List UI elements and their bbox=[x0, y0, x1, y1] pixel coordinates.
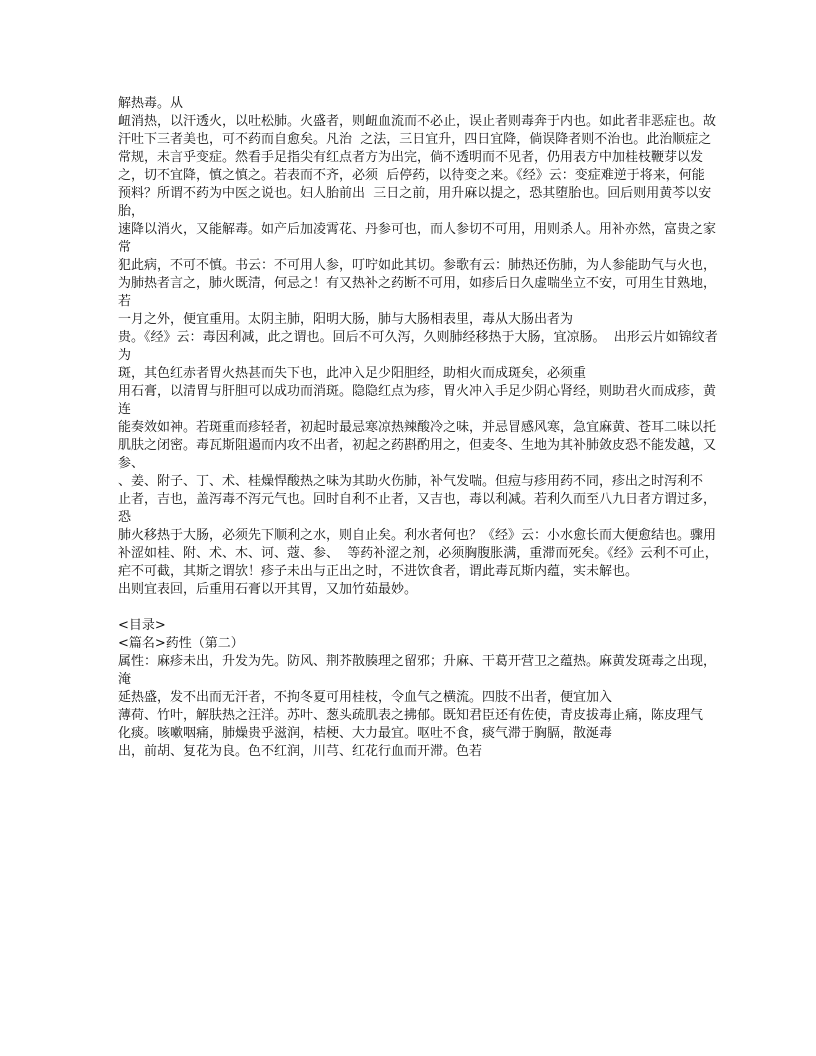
text-line: 一月之外，便宜重用。太阴主肺，阳明大肠，肺与大肠相表里，毒从大肠出者为 bbox=[118, 312, 574, 327]
text-line: 汗吐下三者美也，可不药而自愈矣。凡治 之法，三日宜升，四日宜降，倘误降者则不治也。此治顺症之 bbox=[118, 132, 712, 147]
text-line: 斑，其色红赤者胃火热甚而失下也，此冲入足少阳胆经，助相火而成斑矣，必须重 bbox=[118, 366, 587, 381]
text-line: 衄消热，以汗透火，以吐松肺。火盛者，则衄血流而不必止，误止者则毒奔于内也。如此者非恶症也。故 bbox=[118, 114, 717, 129]
text-line: 化痰。咳嗽咽痛，肺燥贵乎滋润，桔梗、大力最宜。呕吐不食，痰气滞于胸膈，散涎毒 bbox=[118, 726, 613, 741]
document-page bbox=[118, 95, 718, 761]
text-line: 出则宜表回，后重用石膏以开其胃，又加竹茹最妙。 bbox=[118, 582, 418, 597]
text-line: 为肺热者言之，肺火既清，何忌之！有又热补之药断不可用，如疹后日久虚喘坐立不安，可用生甘熟地，若 bbox=[118, 276, 717, 309]
text-line: 肌肤之闭密。毒瓦斯阻遏而内攻不出者，初起之药斟酌用之，但麦冬、生地为其补肺敛皮恐不能发越，又参、 bbox=[118, 438, 717, 471]
text-line: 贵。《经》云：毒因利减，此之谓也。回后不可久泻，久则肺经移热于大肠，宜凉肠。 出形云片如锦纹者为 bbox=[118, 330, 718, 363]
text-line: 预料？所谓不药为中医之说也。妇人胎前出 三日之前，用升麻以提之，恐其堕胎也。回后则用黄芩以安胎， bbox=[118, 186, 712, 219]
text-line: 解热毒。从 bbox=[118, 96, 184, 111]
text-line: 止者，吉也，盖泻毒不泻元气也。回时自利不止者，又吉也，毒以利减。若利久而至八九日者方谓过多，恐 bbox=[118, 492, 717, 525]
toc-label: <目录> bbox=[118, 618, 166, 633]
text-line: 常规，未言乎变症。然看手足指尖有红点者方为出完，倘不透明而不见者，仍用表方中加桂枝鞭芽以发 bbox=[118, 150, 704, 165]
text-line: 速降以消火，又能解毒。如产后加凌霄花、丹参可也，而人参切不可用，用则杀人。用补亦然，富贵之家常 bbox=[118, 222, 717, 255]
section-one bbox=[118, 95, 718, 599]
text-line: 薄荷、竹叶，解肤热之汪洋。苏叶、葱头疏肌表之拂郁。既知君臣还有佐使，青皮拔毒止痛，陈皮理气 bbox=[118, 708, 704, 723]
paragraph-spacer bbox=[118, 599, 718, 617]
text-line: 用石膏，以清胃与肝胆可以成功而消斑。隐隐红点为疹，胃火冲入手足少阴心肾经，则助君火而成疹，黄连 bbox=[118, 384, 717, 417]
section-two bbox=[118, 653, 718, 761]
text-line: 延热盛，发不出而无汗者，不拘冬夏可用桂枝，令血气之横流。四肢不出者，便宜加入 bbox=[118, 690, 613, 705]
text-line: 属性：麻疹未出，升发为先。防风、荆芥散腠理之留邪；升麻、干葛开营卫之蕴热。麻黄发斑毒之出现，淹 bbox=[118, 654, 717, 687]
text-line: 疟不可截，其斯之谓欤！疹子未出与正出之时，不进饮食者，谓此毒瓦斯内蕴，实未解也。 bbox=[118, 564, 639, 579]
text-line: 肺火移热于大肠，必须先下顺利之水，则自止矣。利水者何也？《经》云：小水愈长而大便愈结也。骤用 bbox=[118, 528, 717, 543]
text-line: 、姜、附子、丁、术、桂燥悍酸热之味为其助火伤肺，补气发喘。但痘与疹用药不同，疹出之时泻利不 bbox=[118, 474, 704, 489]
text-line: 出，前胡、复花为良。色不红润，川芎、红花行血而开滞。色若 bbox=[118, 744, 483, 759]
chapter-title: <篇名>药性（第二） bbox=[118, 636, 244, 651]
text-line: 犯此病，不可不慎。书云：不可用人参，叮咛如此其切。参歌有云：肺热还伤肺，为人参能助气与火也， bbox=[118, 258, 717, 273]
text-line: 能奏效如神。若斑重而疹轻者，初起时最忌寒凉热辣酸冷之味，并忌冒感风寒，急宜麻黄、苍耳二味以托 bbox=[118, 420, 717, 435]
text-line: 补涩如桂、附、术、木、诃、蔻、参、 等药补涩之剂，必须胸腹胀满，重滞而死矣。《经》云利不可止， bbox=[118, 546, 718, 561]
text-line: 之，切不宜降，慎之慎之。若表而不齐，必须 后停药，以待变之来。《经》云：变症难逆于将来，何能 bbox=[118, 168, 705, 183]
